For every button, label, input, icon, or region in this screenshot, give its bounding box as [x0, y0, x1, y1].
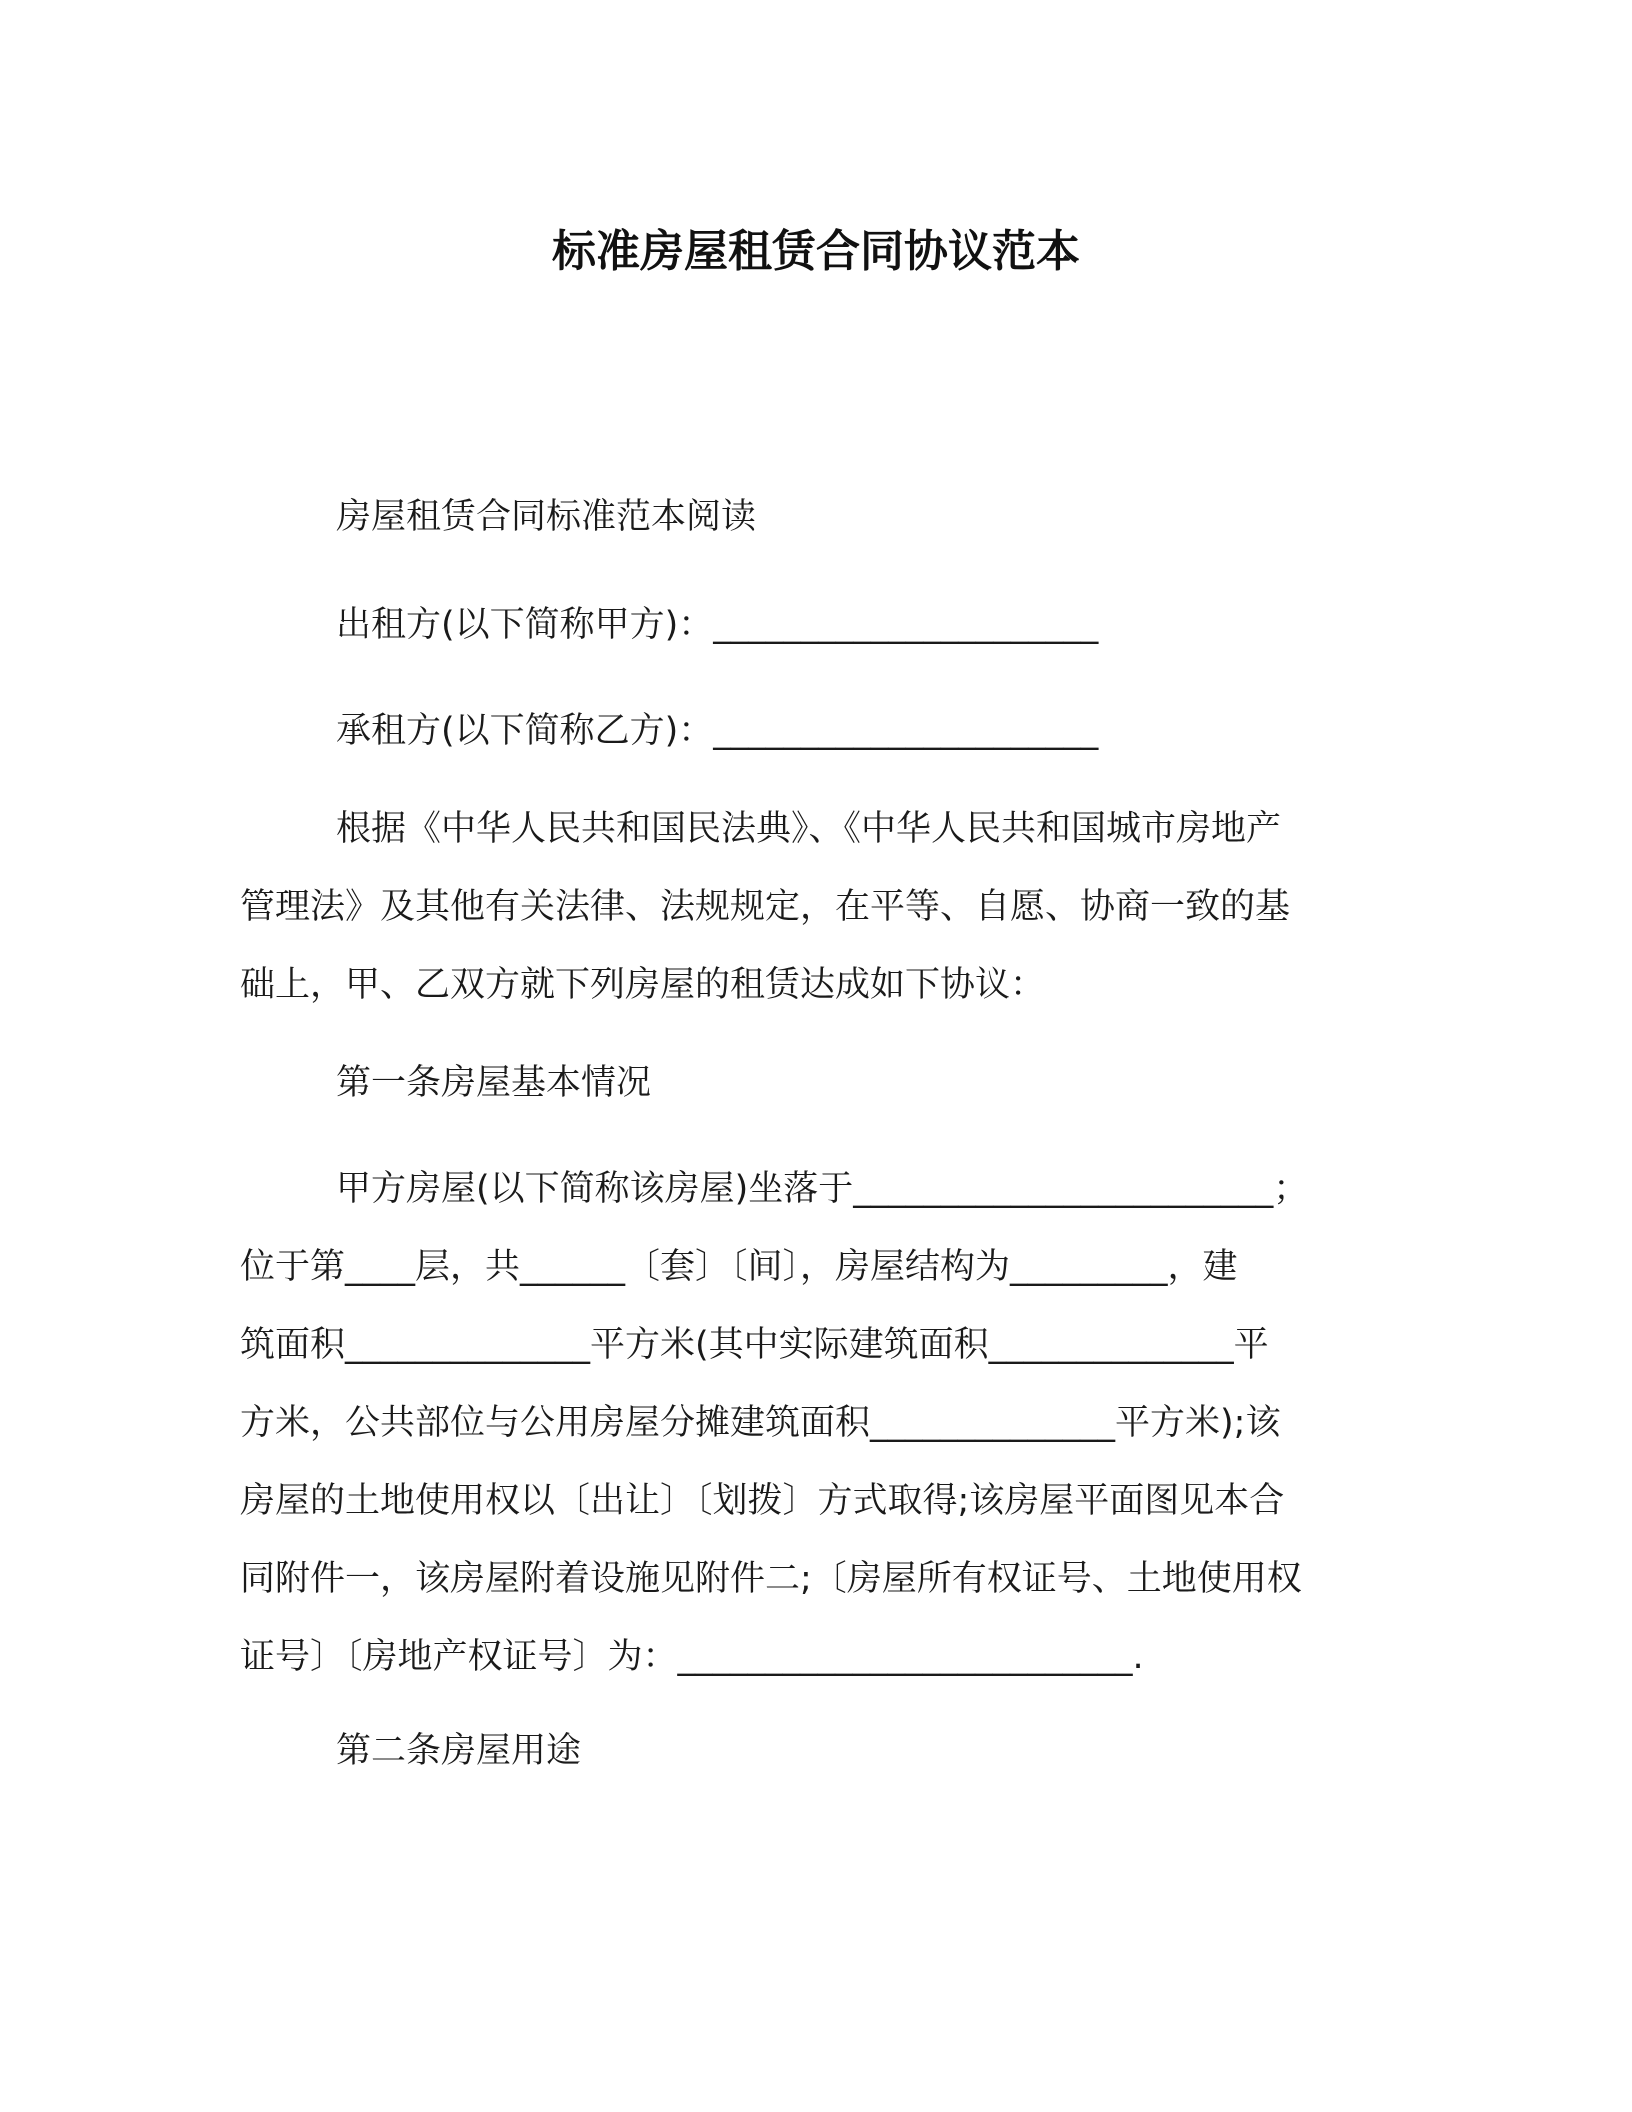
article1-line-6: 同附件一，该房屋附着设施见附件二;〔房屋所有权证号、土地使用权	[240, 1559, 1302, 1599]
preamble-line-2: 管理法》及其他有关法律、法规规定，在平等、自愿、协商一致的基	[240, 887, 1291, 927]
article1-line-1: 甲方房屋(以下简称该房屋)坐落于________________________；	[336, 1169, 1309, 1209]
lessee-line: 承租方(以下简称乙方)：______________________	[336, 711, 1099, 751]
document-title: 标准房屋租赁合同协议范本	[552, 226, 1080, 277]
article1-line-3: 筑面积______________平方米(其中实际建筑面积______________平	[240, 1325, 1269, 1365]
preamble-line-1: 根据《中华人民共和国民法典》、《中华人民共和国城市房地产	[336, 809, 1282, 849]
article1-line-5: 房屋的土地使用权以〔出让〕〔划拨〕方式取得;该房屋平面图见本合	[240, 1481, 1285, 1521]
article2-heading: 第二条房屋用途	[336, 1731, 582, 1771]
preamble-paragraph	[240, 790, 1390, 1024]
article1-line-7: 证号〕〔房地产权证号〕为：__________________________.	[240, 1637, 1144, 1677]
article1-line-2: 位于第____层，共______〔套〕〔间〕，房屋结构为_________，建	[240, 1247, 1238, 1287]
lessor-line: 出租方(以下简称甲方)：______________________	[336, 605, 1099, 645]
article1-heading: 第一条房屋基本情况	[336, 1063, 652, 1103]
document-subtitle: 房屋租赁合同标准范本阅读	[336, 497, 757, 537]
article1-paragraph	[240, 1150, 1390, 1696]
preamble-line-3: 础上，甲、乙双方就下列房屋的租赁达成如下协议：	[240, 965, 1046, 1005]
article1-line-4: 方米，公共部位与公用房屋分摊建筑面积______________平方米);该	[240, 1403, 1281, 1443]
